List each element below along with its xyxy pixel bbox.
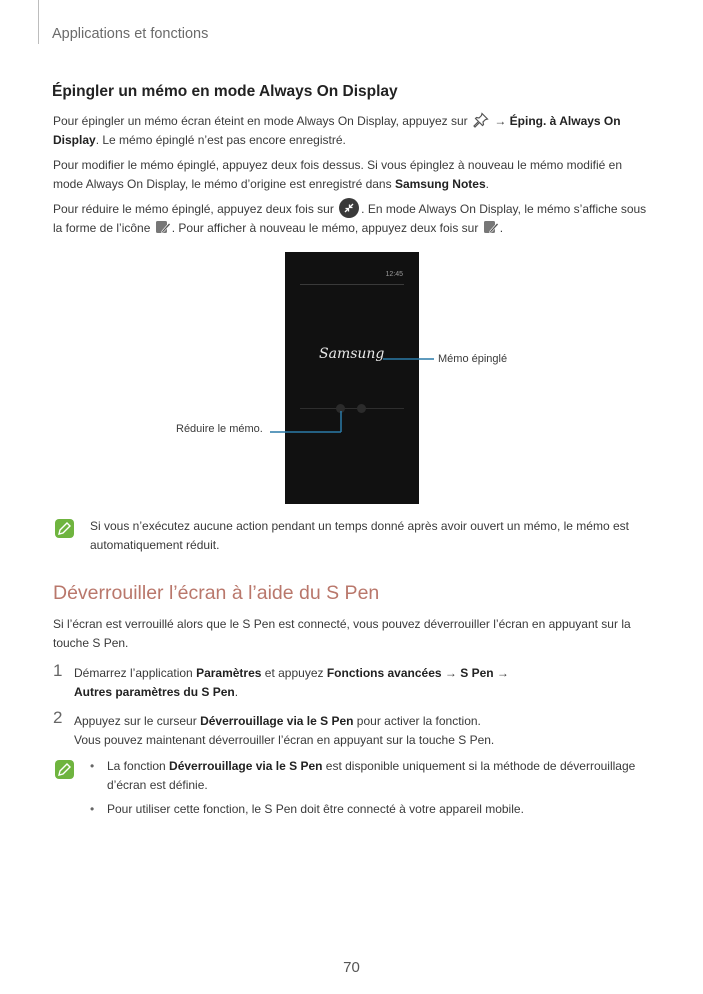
note-bullet: • [90,802,95,816]
pin-section-title: Épingler un mémo en mode Always On Display [52,83,398,100]
note-bullet: • [90,759,95,773]
note-icon [55,760,74,779]
note-auto-minimize: Si vous n’exécutez aucune action pendant un temps donné après avoir ouvert un mémo, le mémo est automatiquement réduit. [90,519,629,552]
note-spen-connected: Pour utiliser cette fonction, le S Pen doit être connecté à votre appareil mobile. [107,802,524,816]
callout-pinned-memo: Mémo épinglé [438,353,508,365]
pin-paragraph-3: Pour réduire le mémo épinglé, appuyez deux fois sur . En mode Always On Display, le mémo s’affiche sous la forme de l’icône . Pour afficher à nouveau le mémo, appuyez deux fois sur . [53,198,663,238]
aod-clock: 12:45 [385,271,403,278]
unlock-intro: Si l’écran est verrouillé alors que le S Pen est connecté, vous pouvez déverrouiller l’écran en appuyant sur la touche S Pen. [53,617,631,650]
note-unlock-availability: La fonction Déverrouillage via le S Pen est disponible uniquement si la méthode de déverrouillage d’écran est définie. [107,759,636,792]
section-header: Applications et fonctions [52,26,209,42]
step-1-text: Démarrez l’application Paramètres et appuyez Fonctions avancées → S Pen → Autres paramètres du S Pen. [74,666,509,699]
pinned-memo-signature[interactable]: Samsung [319,346,385,362]
step-2-text: Appuyez sur le curseur Déverrouillage via le S Pen pour activer la fonction. Vous pouvez maintenant déverrouiller l’écran en appuyant sur la touche S Pen. [74,714,495,747]
note-icon [55,519,74,538]
step-1-number: 1 [53,661,63,680]
unlock-section-title: Déverrouiller l’écran à l’aide du S Pen [53,582,380,604]
pin-paragraph-2: Pour modifier le mémo épinglé, appuyez deux fois dessus. Si vous épinglez à nouveau le mémo modifié en mode Always On Display, le mémo d’origine est enregistré dans Samsung Notes. [53,158,622,191]
pin-paragraph-1: Pour épingler un mémo écran éteint en mode Always On Display, appuyez sur → Éping. à Always On Display. Le mémo épinglé n’est pas encore enregistré. [53,114,621,147]
page-number: 70 [343,959,360,976]
callout-minimize-memo: Réduire le mémo. [176,423,263,435]
step-2-number: 2 [53,708,63,727]
